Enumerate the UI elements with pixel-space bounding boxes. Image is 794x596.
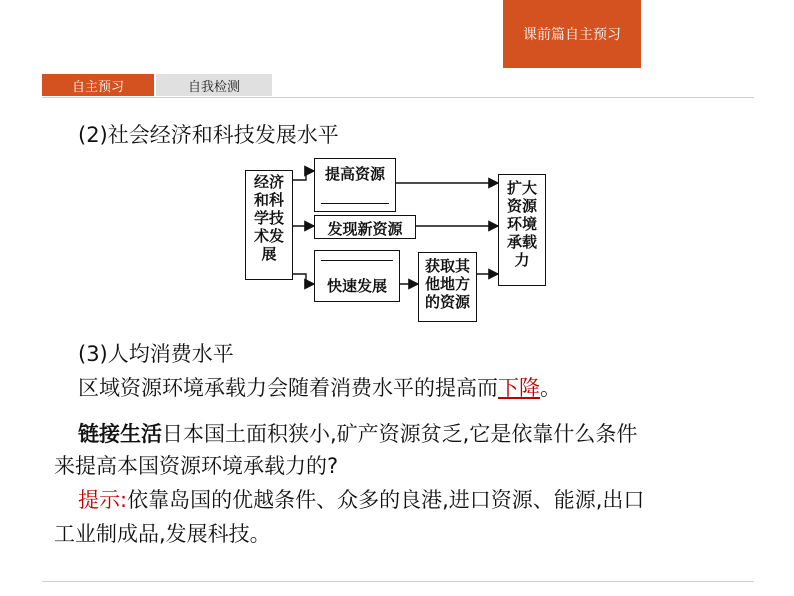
section-badge-label: 课前篇自主预习	[523, 27, 621, 43]
box-economy-tech-line: 展	[261, 245, 277, 263]
box-economy-tech-line: 术发	[253, 227, 284, 245]
box-fast-development	[314, 250, 400, 302]
box-obtain-line: 获取其	[424, 257, 470, 275]
link-life-question: 日本国土面积狭小,矿产资源贫乏,它是依靠什么条件	[162, 422, 638, 446]
paragraph-text: 区域资源环境承载力会随着消费水平的提高而	[78, 376, 498, 400]
box-discover-resources	[314, 215, 416, 239]
tab-self-test[interactable]	[156, 74, 272, 96]
paragraph-end: 。	[540, 376, 561, 400]
flow-diagram	[242, 156, 548, 326]
box-expand-line: 资源	[506, 197, 537, 215]
link-life-label: 链接生活	[78, 422, 162, 446]
box-obtain-line: 他地方	[424, 275, 470, 293]
heading-economy-tech: (2)社会经济和科技发展水平	[78, 123, 339, 147]
arrow-to-fast	[292, 274, 314, 284]
box-improve-blank	[321, 203, 389, 204]
answer-blank: 下降	[498, 376, 540, 400]
heading-per-capita-consumption: (3)人均消费水平	[78, 342, 234, 366]
footer-divider	[42, 581, 754, 582]
box-expand-line: 环境	[506, 215, 537, 233]
hint-line2: 工业制成品,发展科技。	[54, 522, 271, 546]
box-expand-line: 力	[514, 251, 530, 269]
box-expand-line: 扩大	[506, 179, 537, 197]
tab-self-test-label: 自我检测	[187, 79, 240, 95]
paragraph-consumption	[78, 374, 561, 402]
link-life-line2: 来提高本国资源环境承载力的?	[54, 454, 339, 478]
link-life-line1	[78, 420, 637, 448]
hint-line1	[78, 486, 644, 514]
tab-bar	[42, 74, 272, 96]
box-economy-tech-line: 经济	[253, 173, 284, 191]
box-fast-blank	[321, 260, 393, 261]
box-improve-resources	[314, 158, 396, 212]
box-improve-label: 提高资源	[324, 165, 385, 183]
section-badge	[503, 0, 641, 68]
box-obtain-line: 的资源	[424, 293, 470, 311]
box-obtain-resources	[418, 252, 477, 322]
tab-self-preview-label: 自主预习	[71, 79, 124, 95]
box-economy-tech-line: 和科	[253, 191, 284, 209]
box-economy-tech	[245, 170, 293, 280]
tab-self-preview[interactable]	[42, 74, 154, 96]
box-discover-label: 发现新资源	[327, 220, 403, 238]
box-economy-tech-line: 学技	[253, 209, 284, 227]
box-expand-line: 承载	[506, 233, 537, 251]
hint-text: 依靠岛国的优越条件、众多的良港,进口资源、能源,出口	[127, 488, 645, 512]
hint-label: 提示:	[78, 488, 128, 512]
arrow-to-improve	[292, 171, 314, 180]
box-fast-label: 快速发展	[326, 277, 387, 295]
box-expand-capacity	[498, 174, 546, 286]
header-divider	[42, 97, 754, 98]
